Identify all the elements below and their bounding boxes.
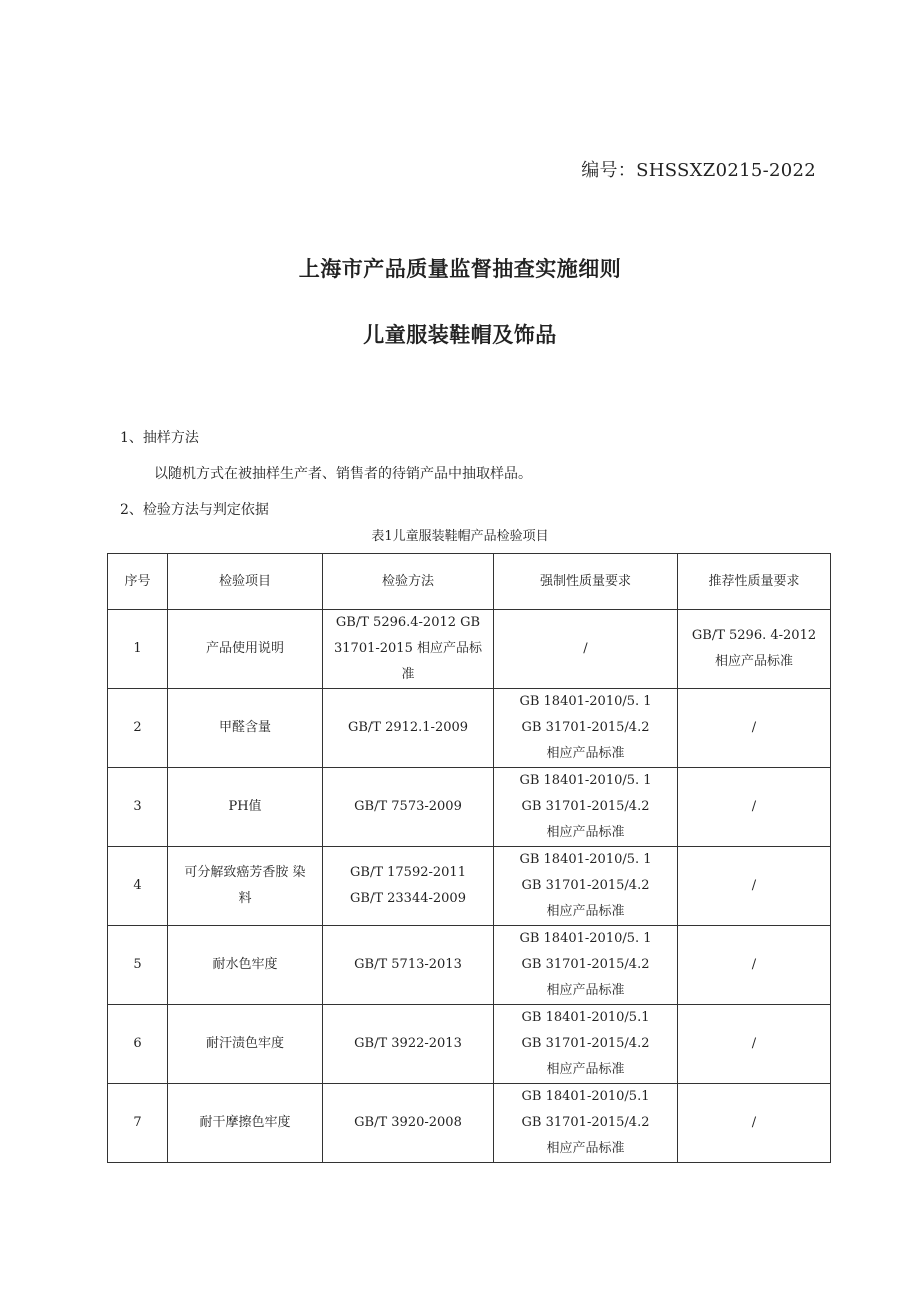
cell-recommended-line: / [751,878,757,893]
cell-mandatory-line: GB 31701-2015/4.2 [521,957,650,972]
cell-no: 4 [108,847,168,926]
table-caption: 表1儿童服装鞋帽产品检验项目 [371,529,549,544]
table-row [108,768,831,847]
cell-mandatory-line: GB 18401-2010/5. 1 [519,773,652,788]
cell-item-line: 耐水色牢度 [212,957,278,972]
cell-method [323,689,494,768]
cell-recommended-line: / [751,720,757,735]
cell-method-line: 准 [401,667,415,682]
cell-mandatory-line: GB 18401-2010/5. 1 [519,931,652,946]
cell-method [323,926,494,1005]
cell-recommended-line: / [751,1036,757,1051]
cell-recommended-line: 相应产品标准 [714,654,793,669]
cell-method-line: GB/T 2912.1-2009 [347,720,469,735]
cell-item [168,847,323,926]
cell-method [323,847,494,926]
cell-no: 3 [108,768,168,847]
document-title: 上海市产品质量监督抽查实施细则 [298,257,622,281]
section-heading-sampling: 1、抽样方法 [120,430,199,446]
cell-mandatory-line: 相应产品标准 [546,746,625,761]
cell-item-line: PH值 [228,799,262,814]
cell-recommended [678,847,831,926]
cell-mandatory-line: 相应产品标准 [546,983,625,998]
cell-item-line: 可分解致癌芳香胺 染 [184,865,306,880]
table-row [108,1005,831,1084]
cell-mandatory [494,610,678,689]
cell-no: 6 [108,1005,168,1084]
table-header-row [108,554,831,610]
cell-recommended [678,926,831,1005]
cell-mandatory [494,1084,678,1163]
table-row [108,926,831,1005]
cell-item [168,689,323,768]
cell-recommended [678,1084,831,1163]
cell-method-line: GB/T 17592-2011 [350,865,466,880]
cell-item-line: 耐汗渍色牢度 [205,1036,284,1051]
header-method: 检验方法 [323,554,494,610]
cell-recommended-line: / [751,799,757,814]
header-mandatory: 强制性质量要求 [494,554,678,610]
cell-item [168,926,323,1005]
cell-method-line: GB/T 3922-2013 [354,1036,462,1051]
header-no: 序号 [108,554,168,610]
cell-recommended-line: / [751,1115,757,1130]
cell-item-line: 甲醛含量 [218,720,271,735]
cell-item [168,1005,323,1084]
cell-recommended-line: GB/T 5296. 4-2012 [691,628,817,643]
table-row [108,610,831,689]
cell-item-line: 耐干摩擦色牢度 [199,1115,291,1130]
cell-method-line: 31701-2015 相应产品标 [334,641,482,656]
document-number: 编号：SHSSXZ0215-2022 [581,160,816,181]
cell-method [323,1005,494,1084]
cell-item [168,1084,323,1163]
cell-no: 5 [108,926,168,1005]
document-subtitle: 儿童服装鞋帽及饰品 [363,323,557,347]
cell-recommended [678,768,831,847]
cell-recommended [678,689,831,768]
cell-no: 7 [108,1084,168,1163]
cell-mandatory-line: / [583,641,588,656]
cell-mandatory-line: GB 31701-2015/4.2 [521,878,650,893]
cell-item-line: 料 [238,891,252,906]
header-item: 检验项目 [168,554,323,610]
cell-mandatory-line: 相应产品标准 [546,1062,625,1077]
cell-mandatory [494,689,678,768]
cell-mandatory-line: GB 18401-2010/5. 1 [519,694,652,709]
header-recommended: 推荐性质量要求 [678,554,831,610]
cell-mandatory-line: 相应产品标准 [546,1141,625,1156]
table-row [108,689,831,768]
cell-item [168,610,323,689]
cell-mandatory [494,847,678,926]
cell-mandatory-line: GB 31701-2015/4.2 [521,799,650,814]
cell-mandatory-line: 相应产品标准 [546,904,625,919]
cell-method-line: GB/T 7573-2009 [354,799,462,814]
cell-mandatory [494,926,678,1005]
cell-item-line: 产品使用说明 [205,641,284,656]
inspection-items-table [107,553,831,1163]
cell-method [323,610,494,689]
cell-recommended-line: / [751,957,757,972]
cell-recommended [678,1005,831,1084]
table-row [108,847,831,926]
cell-mandatory-line: GB 18401-2010/5.1 [521,1089,650,1104]
cell-mandatory-line: GB 18401-2010/5. 1 [519,852,652,867]
cell-method-line: GB/T 5713-2013 [354,957,462,972]
cell-mandatory [494,768,678,847]
cell-method-line: GB/T 3920-2008 [354,1115,462,1130]
cell-method [323,768,494,847]
section-heading-inspection: 2、检验方法与判定依据 [120,502,269,518]
table-row [108,1084,831,1163]
cell-mandatory-line: GB 31701-2015/4.2 [521,1115,650,1130]
cell-method-line: GB/T 5296.4-2012 GB [335,615,481,630]
cell-no: 2 [108,689,168,768]
cell-mandatory [494,1005,678,1084]
cell-method-line: GB/T 23344-2009 [350,891,466,906]
cell-item [168,768,323,847]
cell-mandatory-line: GB 31701-2015/4.2 [521,720,650,735]
cell-recommended [678,610,831,689]
cell-no: 1 [108,610,168,689]
cell-mandatory-line: GB 31701-2015/4.2 [521,1036,650,1051]
sampling-method-text: 以随机方式在被抽样生产者、销售者的待销产品中抽取样品。 [154,466,532,482]
cell-mandatory-line: 相应产品标准 [546,825,625,840]
cell-method [323,1084,494,1163]
cell-mandatory-line: GB 18401-2010/5.1 [521,1010,650,1025]
